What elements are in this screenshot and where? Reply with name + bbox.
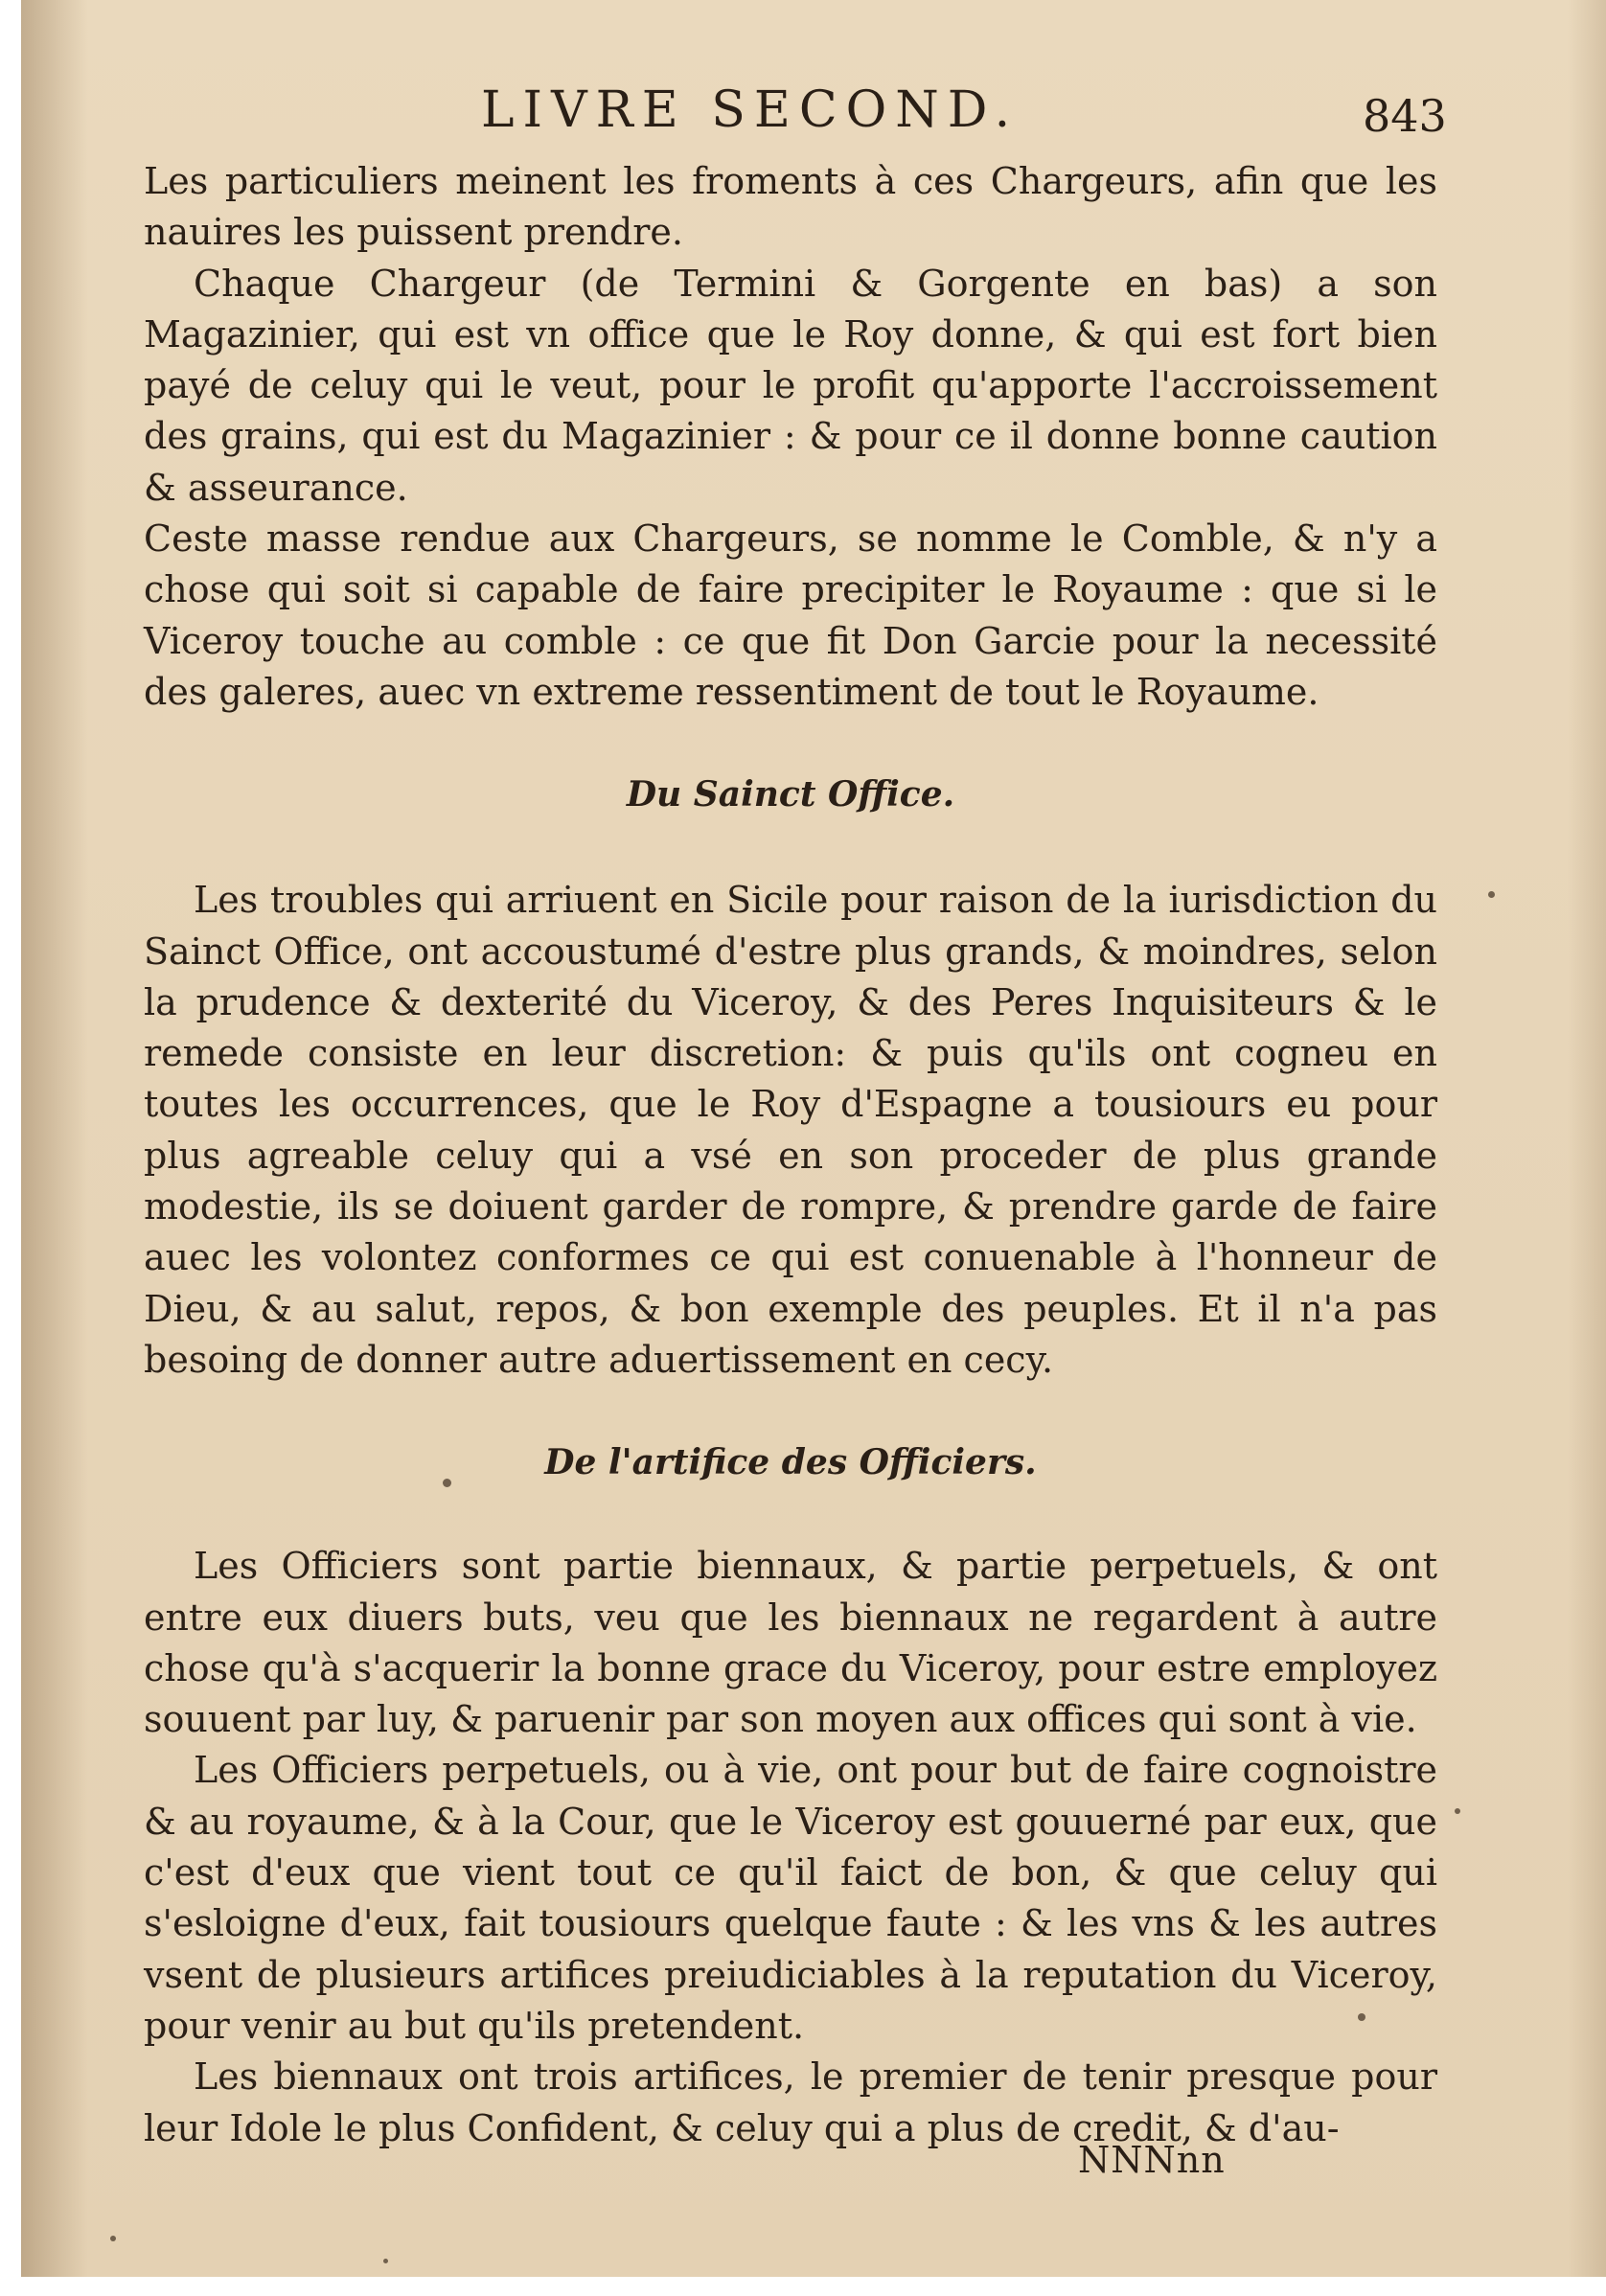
running-title: LIVRE SECOND. bbox=[481, 81, 1020, 139]
ink-speck bbox=[443, 1479, 451, 1487]
book-page bbox=[21, 0, 1606, 2277]
ink-speck bbox=[1358, 2013, 1365, 2021]
paragraph-sainct-office: Les troubles qui arriuent en Sicile pour raison de la iurisdiction du Sainct Office, ont accoustumé d'estre plus grands, & moindres, selon la prudence & dexterité du Viceroy, & des Peres Inquisiteurs & le remede consiste en leur discretion: & puis qu'ils ont cogneu en toutes les occurrences, que le Roy d'Espagne a tousiours eu pour plus agreable celuy qui a vsé en son proceder de plus grande modestie, ils se doiuent garder de rompre, & prendre garde de faire auec les volontez conformes ce qui est conuenable à l'honneur de Dieu, & au salut, repos, & bon exemple des peuples. Et il n'a pas besoing de donner autre aduertissement en cecy. bbox=[144, 879, 1437, 1381]
ink-speck bbox=[1455, 1808, 1460, 1814]
section-heading-sainct-office: Du Sainct Office. bbox=[626, 774, 955, 815]
page-body bbox=[144, 156, 1437, 2154]
ink-speck bbox=[383, 2259, 388, 2263]
paragraph-trois-artifices: Les biennaux ont trois artifices, le premier de tenir presque pour leur Idole le plus Confident, & celuy qui a plus de credit, & d'au- bbox=[144, 2055, 1437, 2149]
paragraph-officiers-perpetuels: Les Officiers perpetuels, ou à vie, ont pour but de faire cognoistre & au royaume, & à la Cour, que le Viceroy est gouuerné par eux, que c'est d'eux que vient tout ce qu'il faict de bon, & que celuy qui s'esloigne d'eux, fait tousiours quelque faute : & les vns & les autres vsent de plusieurs artifices preiudiciables à la reputation du Viceroy, pour venir au but qu'ils pretendent. bbox=[144, 1749, 1437, 2047]
signature-mark: NNNnn bbox=[1078, 2139, 1226, 2181]
paragraph-officiers-biennaux: Les Officiers sont partie biennaux, & partie perpetuels, & ont entre eux diuers buts, veu que les biennaux ne regardent à autre chose qu'à s'acquerir la bonne grace du Viceroy, pour estre employez souuent par luy, & paruenir par son moyen aux offices qui sont à vie. bbox=[144, 1545, 1437, 1741]
paragraph-magazinier: Chaque Chargeur (de Termini & Gorgente en bas) a son Magazinier, qui est vn office que le Roy donne, & qui est fort bien payé de celuy qui le veut, pour le profit qu'apporte l'accroissement des grains, qui est du Magazinier : & pour ce il donne bonne caution & asseurance. bbox=[144, 262, 1437, 509]
page-number: 843 bbox=[1363, 90, 1447, 142]
paragraph-chargeurs: Les particuliers meinent les froments à ces Chargeurs, afin que les nauires les puissent prendre. bbox=[144, 160, 1437, 254]
ink-speck bbox=[110, 2236, 116, 2241]
ink-speck bbox=[1488, 891, 1495, 898]
section-heading-artifice-officiers: De l'artifice des Officiers. bbox=[544, 1442, 1037, 1483]
page-header bbox=[21, 77, 1606, 144]
paragraph-comble: Ceste masse rendue aux Chargeurs, se nomme le Comble, & n'y a chose qui soit si capable de faire precipiter le Royaume : que si le Viceroy touche au comble : ce que fit Don Garcie pour la necessité des galeres, auec vn extreme ressentiment de tout le Royaume. bbox=[144, 517, 1437, 713]
